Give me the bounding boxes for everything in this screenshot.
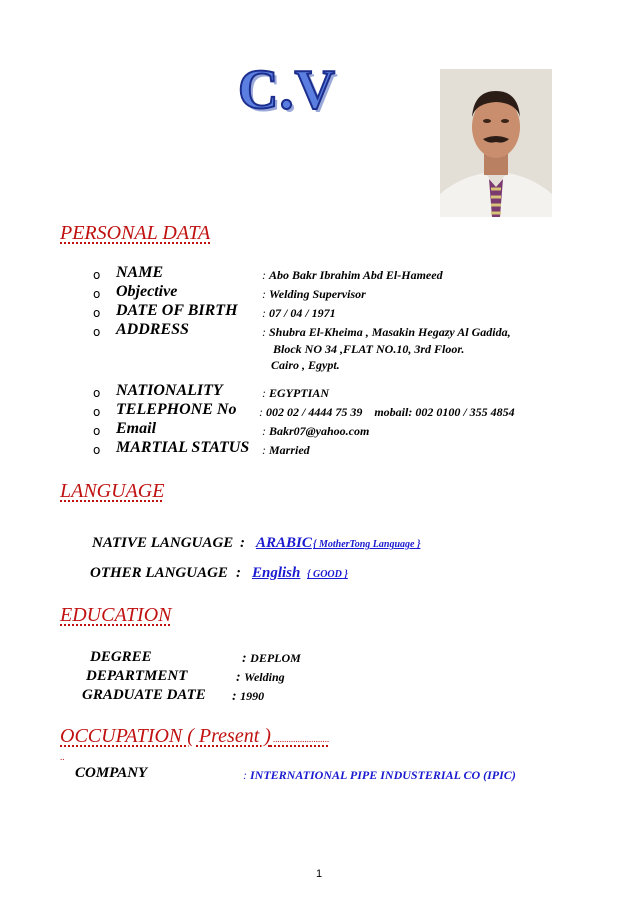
value-address-line3: Cairo , Egypt. — [271, 358, 340, 372]
bullet-icon: o — [93, 386, 101, 400]
value-department: : Welding — [236, 670, 285, 685]
label-company: COMPANY — [75, 765, 148, 781]
bullet-icon: o — [93, 325, 101, 339]
divider-dots: .. — [60, 752, 65, 762]
label-degree: DEGREE — [90, 649, 152, 665]
label-name: NAME — [116, 264, 164, 281]
bullet-icon: o — [93, 268, 101, 282]
value-native-language: ARABIC — [256, 535, 312, 551]
bullet-icon: o — [93, 306, 101, 320]
value-degree: : DEPLOM — [242, 651, 301, 666]
profile-photo — [440, 69, 552, 217]
value-dob: : 07 / 04 / 1971 — [262, 306, 336, 320]
note-other-language: { GOOD } — [307, 569, 348, 580]
value-nationality: : EGYPTIAN — [262, 386, 329, 400]
label-email: Email — [116, 420, 157, 437]
value-other-language: English — [252, 565, 301, 581]
label-objective: Objective — [116, 283, 178, 300]
value-martial-status: : Married — [262, 443, 310, 457]
value-objective: : Welding Supervisor — [262, 287, 366, 301]
value-email: : Bakr07@yahoo.com — [262, 424, 370, 438]
page-number: 1 — [315, 868, 323, 880]
section-heading-education: EDUCATION — [60, 604, 172, 626]
bullet-icon: o — [93, 443, 101, 457]
label-martial-status: MARTIAL STATUS — [116, 439, 250, 456]
value-graduate-date: : 1990 — [232, 689, 265, 704]
note-native-language: { MotherTong Language } — [313, 539, 421, 550]
label-nationality: NATIONALITY — [116, 382, 223, 399]
label-telephone: TELEPHONE No — [116, 401, 237, 418]
label-graduate-date: GRADUATE DATE — [82, 687, 206, 703]
label-department: DEPARTMENT — [86, 668, 188, 684]
value-address-line1: : Shubra El-Kheima , Masakin Hegazy Al Gadida, — [262, 325, 511, 339]
value-name: : Abo Bakr Ibrahim Abd El-Hameed — [262, 268, 443, 282]
value-telephone: : 002 02 / 4444 75 39 mobail: 002 0100 / 355 4854 — [259, 405, 515, 419]
label-dob: DATE OF BIRTH — [116, 302, 238, 319]
label-native-language: NATIVE LANGUAGE — [92, 535, 234, 551]
label-address: ADDRESS — [116, 321, 189, 338]
section-heading-personal: PERSONAL DATA — [60, 222, 211, 244]
bullet-icon: o — [93, 405, 101, 419]
bullet-icon: o — [93, 287, 101, 301]
section-heading-language: LANGUAGE — [60, 480, 165, 502]
cv-title: C.V — [238, 59, 336, 121]
section-heading-occupation: OCCUPATION ( Present ) ......................... — [60, 725, 330, 747]
value-address-line2: Block NO 34 ,FLAT NO.10, 3rd Floor. — [273, 342, 465, 356]
value-company: : INTERNATIONAL PIPE INDUSTERIAL CO (IPIC) — [243, 768, 516, 782]
label-other-language: OTHER LANGUAGE — [90, 565, 228, 581]
bullet-icon: o — [93, 424, 101, 438]
